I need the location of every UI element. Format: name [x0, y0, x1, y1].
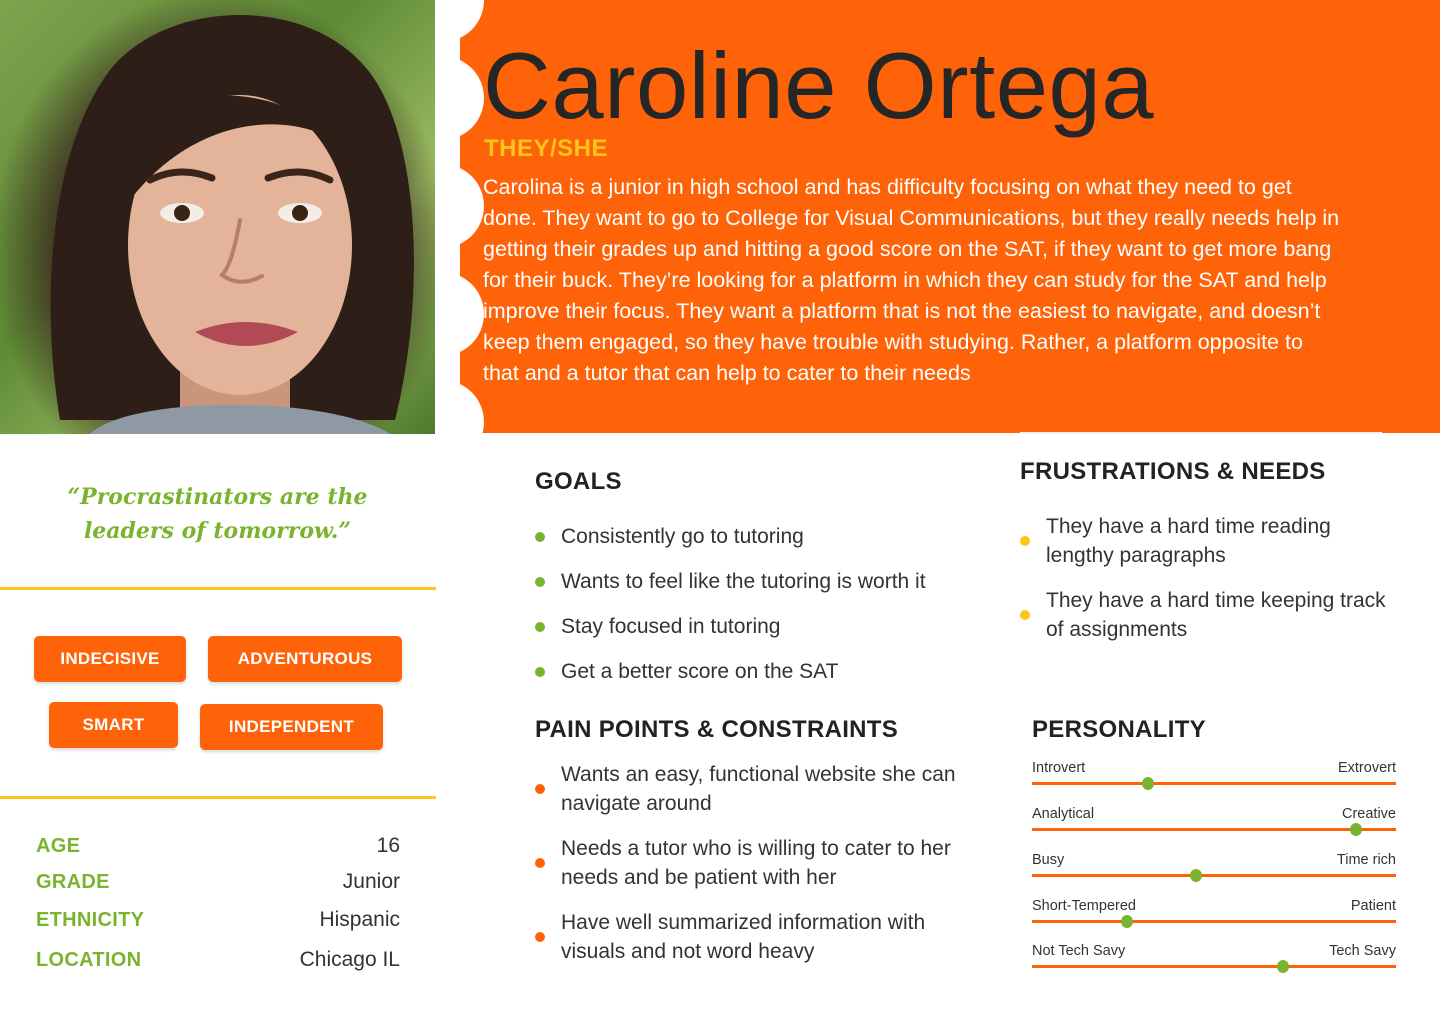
personality-slider	[1032, 943, 1396, 983]
personality-slider	[1032, 898, 1396, 938]
persona-bio: Carolina is a junior in high school and has difficulty focusing on what they need to get done. They want to go to College for Visual Communications, but they really needs help in getting their grades up and hitting a good score on the SAT, if they want to get more bang for their buck. They’re looking for a platform in which they can study for the SAT and help improve their focus. They want a platform that is not the easiest to navigate, and doesn’t keep them engaged, so they have trouble with studying. Rather, a platform opposite to that and a tutor that can help to cater to their needs	[483, 175, 1340, 385]
info-row-grade	[36, 866, 400, 898]
goal-text: Get a better score on the SAT	[561, 660, 839, 683]
bullet-icon	[535, 667, 545, 677]
frustration-text: They have a hard time keeping track of assignments	[1046, 589, 1386, 641]
persona-quote: “Procrastinators are the leaders of tomorrow.”	[67, 484, 368, 544]
info-value: 16	[376, 834, 400, 857]
personality-slider	[1032, 852, 1396, 892]
goal-item	[535, 567, 985, 596]
pain-point-text: Needs a tutor who is willing to cater to her needs and be patient with her	[561, 837, 951, 889]
slider-left-label: Not Tech Savy	[1032, 943, 1126, 959]
info-label: GRADE	[36, 870, 110, 893]
frustration-text: They have a hard time reading lengthy paragraphs	[1046, 515, 1331, 567]
slider-track	[1032, 782, 1396, 785]
info-row-ethnicity	[36, 904, 400, 936]
slider-track	[1032, 920, 1396, 923]
slider-right-label: Patient	[1350, 898, 1396, 914]
info-row-age	[36, 830, 400, 862]
bullet-icon	[1020, 610, 1030, 620]
goal-item	[535, 612, 985, 641]
goals-title: GOALS	[535, 468, 622, 495]
pain-points-title: PAIN POINTS & CONSTRAINTS	[535, 716, 899, 743]
info-row-location	[36, 944, 400, 976]
bullet-icon	[535, 577, 545, 587]
divider	[0, 796, 436, 799]
trait-badge: ADVENTUROUS	[208, 636, 402, 682]
slider-track	[1032, 874, 1396, 877]
bullet-icon	[535, 858, 545, 868]
info-label: AGE	[36, 834, 81, 857]
slider-left-label: Introvert	[1032, 760, 1086, 776]
slider-knob	[1121, 915, 1133, 928]
goal-text: Consistently go to tutoring	[561, 525, 804, 548]
slider-left-label: Short-Tempered	[1032, 898, 1136, 914]
slider-track	[1032, 828, 1396, 831]
personality-slider	[1032, 806, 1396, 846]
goal-text: Wants to feel like the tutoring is worth it	[561, 570, 926, 593]
slider-knob	[1350, 823, 1362, 836]
goal-item	[535, 522, 985, 551]
bullet-icon	[535, 532, 545, 542]
divider	[0, 587, 436, 590]
bullet-icon	[1020, 536, 1030, 546]
pain-point-item	[535, 760, 965, 818]
slider-knob	[1277, 960, 1289, 973]
trait-badge: INDECISIVE	[34, 636, 186, 682]
info-label: LOCATION	[36, 948, 142, 971]
info-value: Junior	[342, 870, 400, 893]
slider-right-label: Time rich	[1336, 852, 1396, 868]
personality-title: PERSONALITY	[1032, 716, 1206, 743]
slider-left-label: Analytical	[1032, 806, 1095, 822]
trait-badge: SMART	[49, 702, 178, 748]
info-value: Chicago IL	[299, 948, 400, 971]
frustration-item	[1020, 586, 1400, 644]
persona-pronouns: THEY/SHE	[484, 135, 609, 162]
slider-right-label: Creative	[1342, 806, 1396, 822]
info-label: ETHNICITY	[36, 908, 145, 931]
persona-photo	[0, 0, 435, 434]
bullet-icon	[535, 932, 545, 942]
pain-point-text: Wants an easy, functional website she can navigate around	[561, 763, 956, 815]
persona-name: Caroline Ortega	[483, 33, 1155, 138]
slider-right-label: Tech Savy	[1329, 943, 1396, 959]
frustrations-title: FRUSTRATIONS & NEEDS	[1020, 458, 1326, 485]
goal-item	[535, 657, 985, 686]
slider-track	[1032, 965, 1396, 968]
slider-knob	[1190, 869, 1202, 882]
bullet-icon	[535, 784, 545, 794]
divider	[1020, 432, 1382, 434]
pain-point-item	[535, 908, 965, 966]
slider-knob	[1142, 777, 1154, 790]
portrait-illustration	[0, 0, 435, 434]
pain-point-item	[535, 834, 965, 892]
pain-point-text: Have well summarized information with visuals and not word heavy	[561, 911, 926, 963]
info-value: Hispanic	[319, 908, 400, 931]
goal-text: Stay focused in tutoring	[561, 615, 781, 638]
personality-slider	[1032, 760, 1396, 800]
slider-left-label: Busy	[1032, 852, 1065, 868]
trait-badge: INDEPENDENT	[200, 704, 383, 750]
bullet-icon	[535, 622, 545, 632]
frustration-item	[1020, 512, 1400, 570]
slider-right-label: Extrovert	[1337, 760, 1396, 776]
